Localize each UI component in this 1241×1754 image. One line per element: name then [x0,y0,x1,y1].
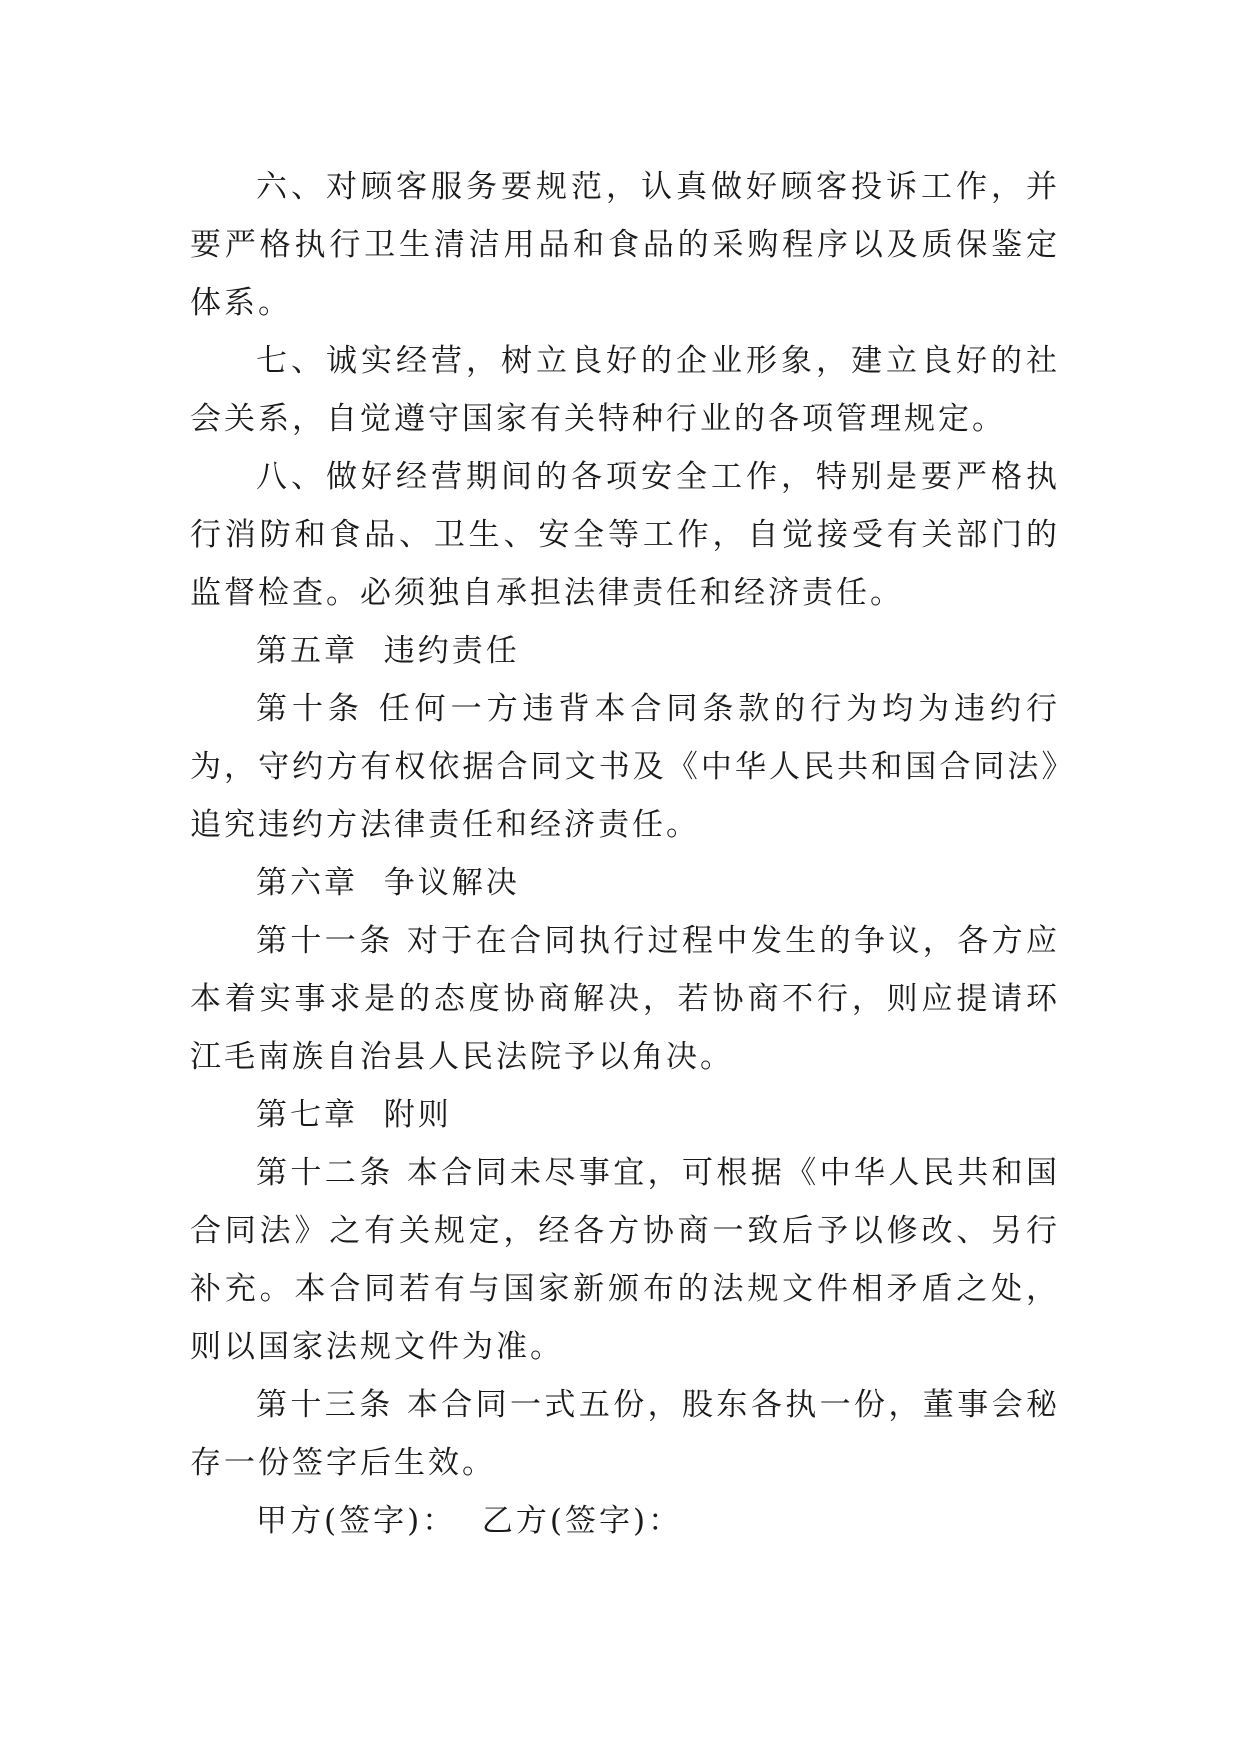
article-thirteen: 第十三条 本合同一式五份，股东各执一份，董事会秘存一份签字后生效。 [190,1387,1060,1481]
chapter-six-heading: 第六章 争议解决 [256,865,520,901]
chapter-five-heading: 第五章 违约责任 [256,633,520,669]
article-ten: 第十条 任何一方违背本合同条款的行为均为违约行为，守约方有权依据合同文书及《中华人民共和国合同法》追究违约方法律责任和经济责任。 [190,691,1060,843]
article-twelve: 第十二条 本合同未尽事宜，可根据《中华人民共和国合同法》之有关规定，经各方协商一致后予以修改、另行补充。本合同若有与国家新颁布的法规文件相矛盾之处，则以国家法规文件为准。 [190,1155,1060,1365]
signature-line: 甲方(签字)： 乙方(签字)： [256,1503,683,1539]
clause-six: 六、对顾客服务要规范，认真做好顾客投诉工作，并要严格执行卫生清洁用品和食品的采购程序以及质保鉴定体系。 [190,169,1060,321]
article-eleven: 第十一条 对于在合同执行过程中发生的争议，各方应本着实事求是的态度协商解决，若协商不行，则应提请环江毛南族自治县人民法院予以角决。 [190,923,1060,1075]
chapter-seven-heading: 第七章 附则 [256,1097,452,1133]
clause-eight: 八、做好经营期间的各项安全工作，特别是要严格执行消防和食品、卫生、安全等工作，自觉接受有关部门的监督检查。必须独自承担法律责任和经济责任。 [190,459,1060,611]
document-body [190,158,1060,1550]
clause-seven: 七、诚实经营，树立良好的企业形象，建立良好的社会关系，自觉遵守国家有关特种行业的各项管理规定。 [190,343,1060,437]
